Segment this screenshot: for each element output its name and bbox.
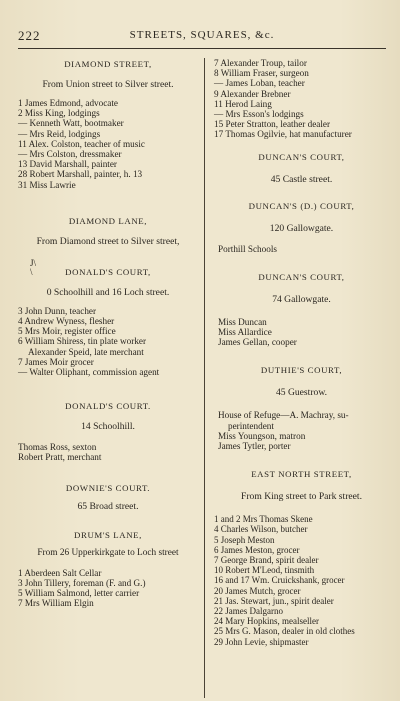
list-item: 9 Alexander Brebner [214, 88, 291, 99]
section-diamond-lane [18, 216, 198, 247]
list-item: 11 Alex. Colston, teacher of music [18, 138, 145, 149]
section-location: 45 Guestrow. [275, 387, 328, 399]
list-item: 11 Herod Laing [214, 98, 272, 109]
entry-list [214, 410, 389, 451]
section-heading: DIAMOND LANE, [68, 215, 148, 226]
list-item: Miss Youngson, matron [218, 430, 306, 441]
section-heading: DONALD'S COURT, [65, 266, 151, 277]
section-duncans-d-court [214, 201, 389, 254]
section-location: From King street to Park street. [241, 491, 362, 503]
section-heading: DONALD'S COURT. [65, 401, 151, 412]
section-location: 0 Schoolhill and 16 Loch street. [46, 286, 170, 298]
list-item: 31 Miss Lawrie [18, 179, 76, 190]
list-item: 20 James Mutch, grocer [214, 585, 301, 596]
list-item: James Tytler, porter [218, 441, 291, 452]
list-item: 25 Mrs G. Mason, dealer in old clothes [214, 626, 355, 637]
entry-list [214, 58, 389, 140]
section-east-north-street [214, 469, 389, 647]
list-item: — Mrs Reid, lodgings [18, 128, 101, 139]
section-location: 14 Schoolhill. [81, 421, 135, 433]
page-header [18, 28, 386, 48]
section-duncans-court-2 [214, 272, 389, 348]
section-duncans-court [214, 152, 389, 185]
list-item: Miss Allardice [218, 327, 272, 338]
section-diamond-street [18, 58, 198, 190]
list-item: — Kenneth Watt, bootmaker [18, 118, 124, 129]
section-heading: DIAMOND STREET, [64, 59, 152, 69]
list-item: Robert Pratt, merchant [18, 452, 102, 463]
list-item: — James Loban, teacher [214, 78, 305, 89]
list-item: 5 Joseph Meston [214, 534, 275, 545]
list-item: 7 Mrs William Elgin [18, 598, 94, 609]
section-heading: DUNCAN'S COURT, [258, 271, 345, 282]
list-item: 8 William Fraser, surgeon [214, 68, 309, 79]
column-divider [204, 58, 205, 698]
list-item: 15 Peter Stratton, leather dealer [214, 119, 331, 130]
section-location: 74 Gallowgate. [272, 293, 331, 305]
list-item: 4 Charles Wilson, butcher [214, 524, 308, 535]
list-item: James Gellan, cooper [218, 337, 297, 348]
section-heading: DUNCAN'S (D.) COURT, [248, 200, 355, 211]
left-column [18, 58, 198, 608]
list-item: 5 Mrs Moir, register office [18, 326, 116, 337]
list-item: 2 Miss King, lodgings [18, 108, 100, 119]
list-item: House of Refuge—A. Machray, su- [218, 410, 349, 421]
section-drums-lane [18, 530, 198, 609]
list-item: 28 Robert Marshall, painter, h. 13 [18, 169, 143, 180]
list-item: 16 and 17 Wm. Cruickshank, grocer [214, 575, 345, 586]
entry-list [214, 514, 389, 647]
list-item: 7 Alexander Troup, tailor [214, 58, 307, 68]
entry-list [18, 98, 198, 190]
list-item: 1 and 2 Mrs Thomas Skene [214, 514, 313, 525]
list-item: 22 James Dalgarno [214, 606, 283, 617]
list-item: Thomas Ross, sexton [18, 442, 97, 453]
entry-list [18, 306, 198, 377]
list-item: 3 John Tillery, foreman (F. and G.) [18, 577, 146, 588]
section-location: From 26 Upperkirkgate to Loch street [37, 547, 179, 558]
list-item: — Mrs Colston, dressmaker [18, 149, 122, 160]
section-heading: DUNCAN'S COURT, [258, 151, 345, 162]
running-title: STREETS, SQUARES, &c. [129, 29, 275, 41]
section-heading: DRUM'S LANE, [74, 529, 142, 540]
list-item: 7 James Moir grocer [18, 356, 94, 367]
list-item: 3 John Dunn, teacher [18, 305, 97, 316]
print-marks: J\ \ [30, 257, 37, 277]
list-item: 5 William Salmond, letter carrier [18, 588, 140, 599]
section-location: From Union street to Silver street. [42, 79, 174, 90]
section-heading: EAST NORTH STREET, [251, 469, 352, 480]
header-rule [18, 48, 386, 49]
list-item: 13 David Marshall, painter [18, 159, 117, 170]
institution-note: Porthill Schools [218, 243, 277, 254]
section-heading: DOWNIE'S COURT. [65, 482, 151, 493]
section-duthies-court [214, 365, 389, 451]
section-location: 120 Gallowgate. [269, 222, 334, 234]
entry-list [18, 568, 198, 609]
list-item: perintendent [228, 420, 274, 431]
list-item: 1 Aberdeen Salt Cellar [18, 567, 102, 578]
list-item: — Mrs Esson's lodgings [214, 109, 304, 120]
entry-list [18, 442, 198, 462]
list-item: 6 James Meston, grocer [214, 544, 300, 555]
section-location: 65 Broad street. [77, 500, 139, 512]
list-item: 17 Thomas Ogilvie, hat manufacturer [214, 129, 352, 140]
section-donalds-court-1 [18, 257, 198, 378]
list-item: 1 James Edmond, advocate [18, 98, 119, 108]
entry-list [214, 317, 389, 348]
list-item: 21 Jas. Stewart, jun., spirit dealer [214, 595, 334, 606]
list-item: Alexander Speid, late merchant [28, 346, 144, 357]
section-location: 45 Castle street. [270, 173, 333, 185]
list-item: 24 Mary Hopkins, mealseller [214, 616, 319, 627]
list-item: 7 George Brand, spirit dealer [214, 555, 319, 566]
section-location: From Diamond street to Silver street, [36, 235, 180, 247]
page-number: 222 [18, 28, 41, 43]
list-item: 6 William Shiress, tin plate worker [18, 336, 147, 347]
section-downies-court [18, 483, 198, 512]
list-item: — Walter Oliphant, commission agent [18, 367, 160, 378]
section-heading: DUTHIE'S COURT, [260, 365, 343, 376]
section-continued [214, 58, 389, 140]
section-donalds-court-2 [18, 401, 198, 462]
list-item: 10 Robert M'Leod, tinsmith [214, 565, 315, 576]
list-item: Miss Duncan [218, 316, 267, 327]
list-item: 29 John Levie, shipmaster [214, 636, 309, 647]
list-item: 4 Andrew Wyness, flesher [18, 316, 115, 327]
right-column [214, 58, 389, 647]
